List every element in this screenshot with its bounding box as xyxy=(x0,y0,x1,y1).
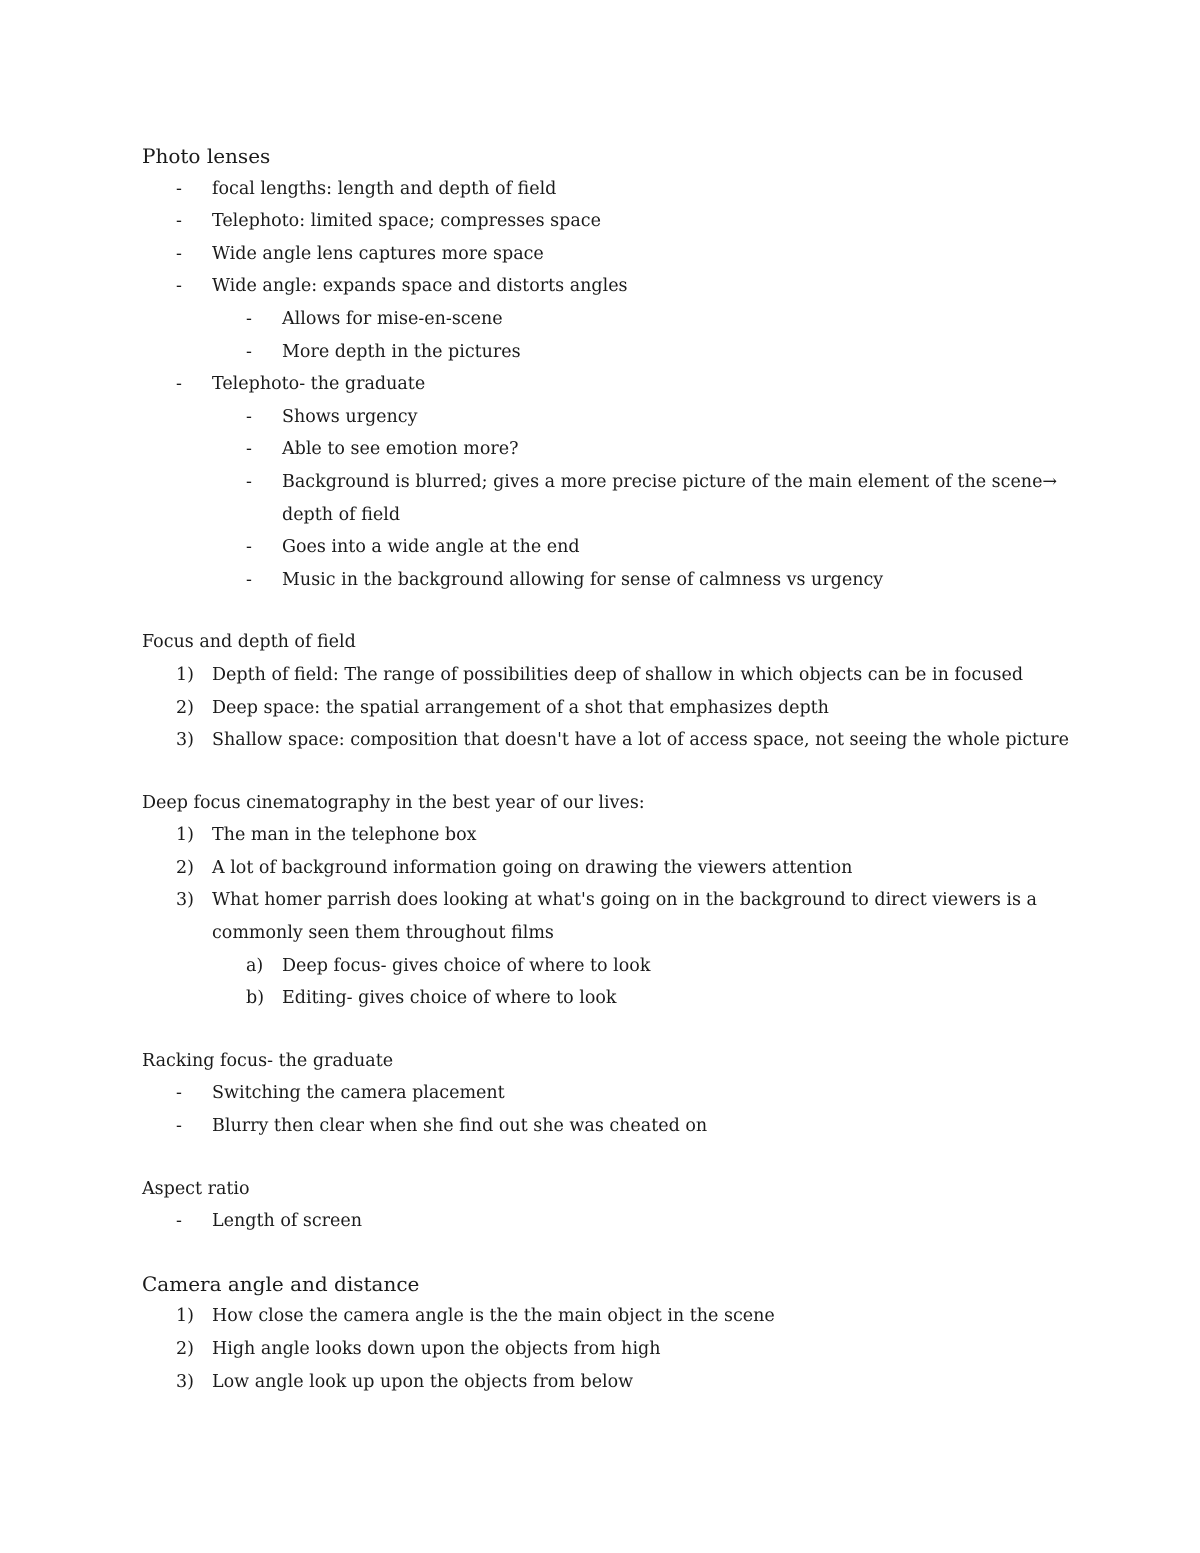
list-item-text: A lot of background information going on drawing the viewers attention xyxy=(212,857,853,878)
section-aspect-ratio xyxy=(142,1173,1102,1238)
section-photo-lenses xyxy=(142,140,1102,596)
list-item xyxy=(142,238,1102,271)
sub-list-item xyxy=(142,950,1102,983)
list-item-text: Able to see emotion more? xyxy=(282,439,519,460)
list-item xyxy=(142,368,1102,401)
section-deep-focus xyxy=(142,787,1102,1015)
list-item-text: Goes into a wide angle at the end xyxy=(282,537,580,558)
list-item-text: Music in the background allowing for sense of calmness vs urgency xyxy=(282,569,884,590)
list-marker: - xyxy=(176,374,182,395)
list-item-text: The man in the telephone box xyxy=(212,825,477,846)
list-marker: - xyxy=(176,243,182,264)
numbered-list xyxy=(142,819,1102,1015)
list-item-text: Wide angle lens captures more space xyxy=(212,243,544,264)
list-item-text: Blurry then clear when she find out she was cheated on xyxy=(212,1116,708,1137)
section-spacer xyxy=(142,1238,1102,1268)
sub-list-item xyxy=(142,982,1102,1015)
list-marker: - xyxy=(176,178,182,199)
section-heading: Photo lenses xyxy=(142,144,271,168)
list-marker: 1) xyxy=(176,825,194,846)
list-item-text: Low angle look up upon the objects from below xyxy=(212,1371,634,1392)
numbered-list xyxy=(142,1300,1102,1398)
list-marker: - xyxy=(246,569,252,590)
list-item xyxy=(142,1366,1102,1399)
sub-list-item xyxy=(142,303,1102,336)
list-item-text: Allows for mise-en-scene xyxy=(282,308,503,329)
list-marker: 2) xyxy=(176,697,194,718)
list-item xyxy=(142,724,1102,757)
list-item-text: More depth in the pictures xyxy=(282,341,521,362)
list-item-text: Shallow space: composition that doesn't have a lot of access space, not seeing the whole picture xyxy=(212,730,1070,751)
list-item-text: Background is blurred; gives a more precise picture of the main element of the scene→ depth of field xyxy=(282,471,1058,525)
bullet-list xyxy=(142,1077,1102,1142)
list-marker: - xyxy=(246,439,252,460)
list-item xyxy=(142,1077,1102,1110)
list-item xyxy=(142,659,1102,692)
list-marker: - xyxy=(246,471,252,492)
list-marker: 2) xyxy=(176,1339,194,1359)
section-heading: Aspect ratio xyxy=(142,1178,250,1199)
list-marker: - xyxy=(176,1083,182,1104)
list-marker: - xyxy=(246,308,252,329)
list-item xyxy=(142,270,1102,303)
sub-list-item xyxy=(142,564,1102,597)
list-marker: 3) xyxy=(176,730,194,751)
list-item-text: Switching the camera placement xyxy=(212,1083,505,1104)
list-marker: - xyxy=(246,406,252,427)
list-marker: - xyxy=(246,341,252,362)
list-marker: - xyxy=(176,276,182,297)
list-item-text: Telephoto: limited space; compresses space xyxy=(212,211,601,232)
list-marker: a) xyxy=(246,955,264,976)
sub-list-item xyxy=(142,433,1102,466)
section-camera-angle xyxy=(142,1268,1102,1398)
section-heading: Camera angle and distance xyxy=(142,1271,420,1296)
sub-list-item xyxy=(142,401,1102,434)
list-item-text: Deep space: the spatial arrangement of a shot that emphasizes depth xyxy=(212,697,829,718)
sub-list-item xyxy=(142,466,1102,531)
list-item-text: How close the camera angle is the the main object in the scene xyxy=(212,1306,775,1327)
bullet-list xyxy=(142,173,1102,597)
list-item-text: Telephoto- the graduate xyxy=(212,374,426,395)
list-item-text: focal lengths: length and depth of field xyxy=(212,178,557,199)
list-item-text: Length of screen xyxy=(212,1211,363,1232)
list-item xyxy=(142,1205,1102,1238)
list-marker: 3) xyxy=(176,890,194,911)
list-marker: - xyxy=(176,1116,182,1137)
list-marker: 2) xyxy=(176,857,194,878)
list-marker: 3) xyxy=(176,1371,194,1392)
section-focus-depth xyxy=(142,626,1102,756)
list-marker: b) xyxy=(246,988,265,1009)
section-spacer xyxy=(142,1143,1102,1173)
list-item xyxy=(142,205,1102,238)
list-item-text: What homer parrish does looking at what's going on in the background to direct viewers is a commonly seen them throughout films xyxy=(212,890,1037,944)
section-heading: Racking focus- the graduate xyxy=(142,1050,394,1071)
list-marker: 1) xyxy=(176,1306,194,1327)
bullet-list xyxy=(142,1205,1102,1238)
list-item xyxy=(142,852,1102,885)
list-item-text: Shows urgency xyxy=(282,406,418,427)
list-marker: - xyxy=(176,1211,182,1232)
list-item-text: Editing- gives choice of where to look xyxy=(282,988,617,1009)
numbered-list xyxy=(142,659,1102,757)
section-spacer xyxy=(142,757,1102,787)
list-marker: - xyxy=(246,537,252,558)
list-item xyxy=(142,819,1102,852)
list-item xyxy=(142,1110,1102,1143)
list-marker: 1) xyxy=(176,664,194,685)
section-spacer xyxy=(142,596,1102,626)
list-item-text: Wide angle: expands space and distorts angles xyxy=(212,276,628,297)
section-racking-focus xyxy=(142,1045,1102,1143)
section-heading: Deep focus cinematography in the best year of our lives: xyxy=(142,792,645,813)
section-spacer xyxy=(142,1015,1102,1045)
sub-list-item xyxy=(142,531,1102,564)
list-item xyxy=(142,173,1102,206)
list-item xyxy=(142,1333,1102,1366)
list-marker: - xyxy=(176,211,182,232)
list-item xyxy=(142,692,1102,725)
sub-list-item xyxy=(142,336,1102,369)
list-item xyxy=(142,1300,1102,1333)
list-item-text: High angle looks down upon the objects from high xyxy=(212,1339,661,1359)
document-page xyxy=(142,140,1102,1398)
list-item-text: Deep focus- gives choice of where to look xyxy=(282,955,651,976)
list-item xyxy=(142,884,1102,949)
section-heading: Focus and depth of field xyxy=(142,632,356,653)
list-item-text: Depth of field: The range of possibilities deep of shallow in which objects can be in focused xyxy=(212,664,1024,685)
